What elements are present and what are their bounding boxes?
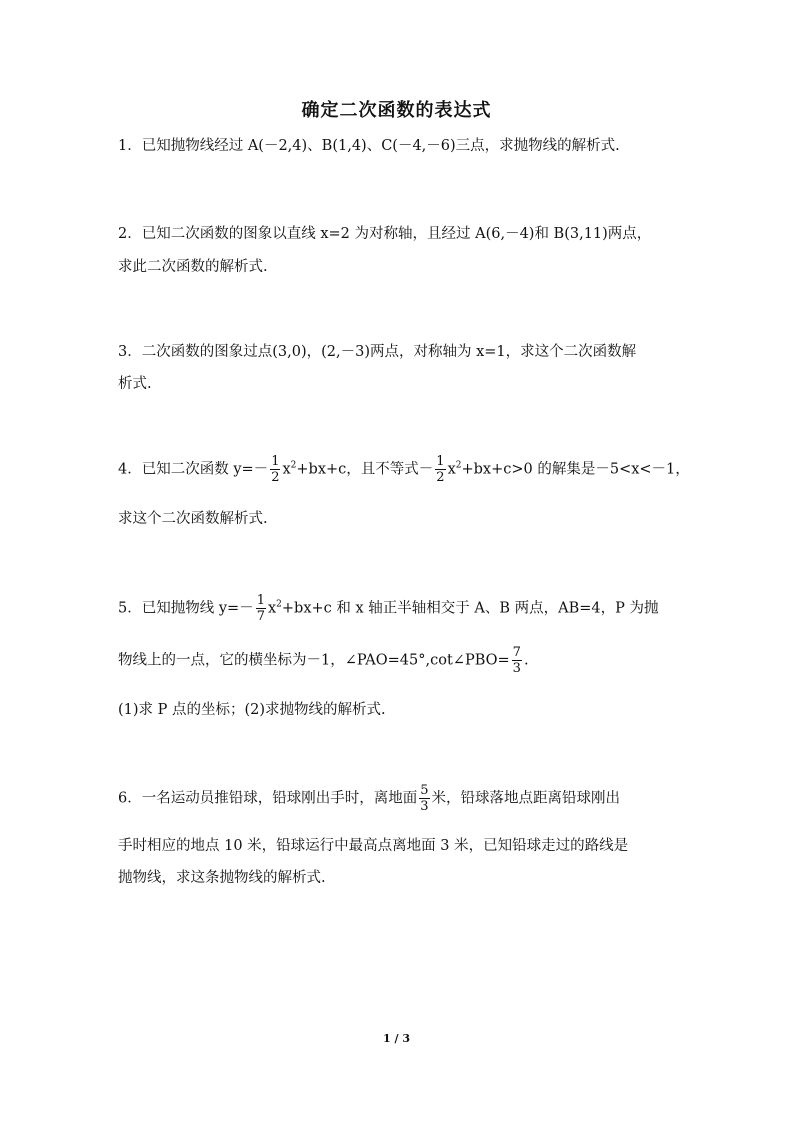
fraction-denominator: 3 <box>420 799 429 814</box>
question-5-line-2 <box>118 645 529 676</box>
question-3-line-1: 3．二次函数的图象过点(3,0)，(2,－3)两点，对称轴为 x=1，求这个二次函数解 <box>118 344 637 360</box>
question-5-line-1 <box>118 593 659 624</box>
question-1-line-1: 1．已知抛物线经过 A(－2,4)、B(1,4)、C(－4,－6)三点，求抛物线的解析式. <box>118 138 620 154</box>
fraction <box>270 454 280 485</box>
question-5-text-b: x <box>267 600 277 617</box>
question-4-text-b: x <box>282 461 291 478</box>
fraction <box>256 593 266 624</box>
fraction-denominator: 2 <box>436 470 445 485</box>
fraction-denominator: 2 <box>271 470 280 485</box>
question-4-line-2: 求这个二次函数解析式. <box>118 511 268 527</box>
question-4-text-e: +bx+c>0 的解集是－5<x<－1， <box>461 461 690 478</box>
question-6-line-1 <box>118 783 620 814</box>
fraction-numerator: 1 <box>271 454 280 469</box>
question-3-line-2: 析式. <box>118 376 152 392</box>
question-6-text-a: 6．一名运动员推铅球，铅球刚出手时，离地面 <box>118 790 418 807</box>
question-4-text-d: x <box>447 461 456 478</box>
exponent: 2 <box>455 460 462 471</box>
fraction-denominator: 3 <box>512 661 521 676</box>
question-6-line-2: 手时相应的地点 10 米，铅球运行中最高点离地面 3 米，已知铅球走过的路线是 <box>118 838 629 854</box>
question-4-text-a: 4．已知二次函数 y=－ <box>118 461 269 478</box>
page-number: 1 / 3 <box>383 1032 410 1045</box>
question-5-text-c: +bx+c 和 x 轴正半轴相交于 A、B 两点，AB=4，P 为抛 <box>281 600 659 617</box>
fraction-numerator: 5 <box>420 783 429 798</box>
question-2-line-2: 求此二次函数的解析式. <box>118 259 268 275</box>
page-title: 确定二次函数的表达式 <box>301 100 492 121</box>
question-5-text-a: 5．已知抛物线 y=－ <box>118 600 254 617</box>
question-5-line-3: (1)求 P 点的坐标；(2)求抛物线的解析式. <box>118 702 386 718</box>
fraction <box>419 783 429 814</box>
fraction-numerator: 1 <box>256 593 265 608</box>
question-6-line-3: 抛物线，求这条抛物线的解析式. <box>118 870 326 886</box>
question-4-line-1 <box>118 454 690 485</box>
question-5-text-d: 物线上的一点，它的横坐标为－1，∠PAO=45°,cot∠PBO= <box>118 652 510 669</box>
fraction-numerator: 7 <box>512 645 521 660</box>
exponent: 2 <box>276 599 282 610</box>
question-5-text-e: . <box>523 652 529 669</box>
exponent: 2 <box>290 460 297 471</box>
fraction <box>512 645 522 676</box>
fraction <box>435 454 445 485</box>
question-6-text-b: 米，铅球落地点距离铅球刚出 <box>431 790 621 807</box>
fraction-denominator: 7 <box>256 609 265 624</box>
question-2-line-1: 2．已知二次函数的图象以直线 x=2 为对称轴，且经过 A(6,－4)和 B(3,11)两点， <box>118 226 652 242</box>
fraction-numerator: 1 <box>436 454 445 469</box>
question-4-text-c: +bx+c，且不等式－ <box>296 461 434 478</box>
